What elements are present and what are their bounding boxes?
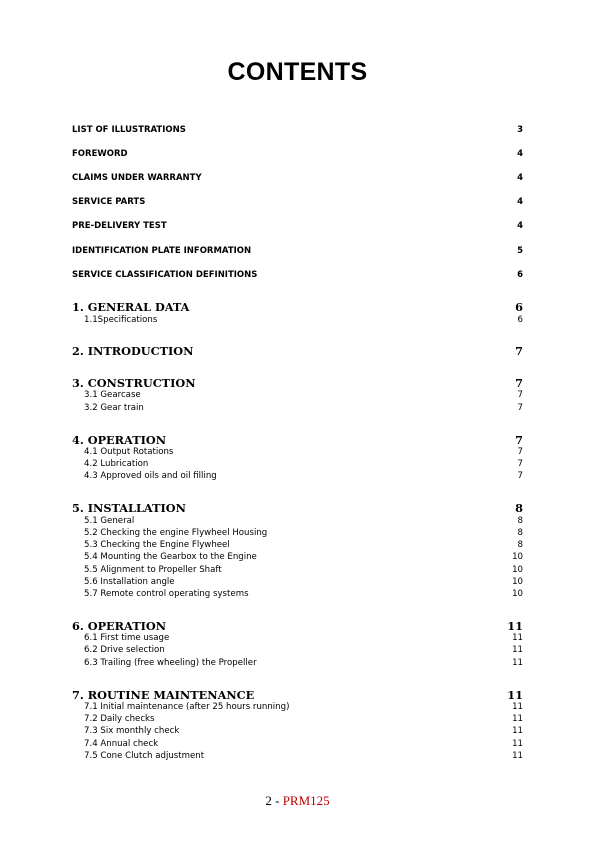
toc-subentry — [84, 552, 523, 562]
subentry-label: 7.1 Initial maintenance (after 25 hours running) — [84, 702, 290, 712]
subentry-page: 7 — [517, 471, 523, 481]
subentry-label: 7.5 Cone Clutch adjustment — [84, 751, 205, 761]
toc-chapter-heading — [72, 501, 523, 515]
subentry-page: 10 — [512, 589, 523, 599]
subentry-page: 8 — [517, 528, 523, 538]
toc-subentry — [84, 565, 523, 575]
subentry-label: 5.4 Mounting the Gearbox to the Engine — [84, 552, 257, 562]
toc-subentry — [84, 540, 523, 550]
subentry-page: 11 — [512, 751, 523, 761]
toc-entry-page: 5 — [517, 246, 523, 256]
subentry-page: 7 — [517, 459, 523, 469]
toc-chapter-heading — [72, 344, 523, 358]
toc-entry-label: SERVICE PARTS — [72, 197, 146, 207]
subentry-page: 11 — [512, 658, 523, 668]
toc-subentry — [84, 714, 523, 724]
toc-front-entry — [72, 270, 523, 280]
toc-entry-label: FOREWORD — [72, 149, 128, 159]
subentry-label: 4.3 Approved oils and oil filling — [84, 471, 217, 481]
subentry-page: 11 — [512, 633, 523, 643]
subentry-page: 11 — [512, 726, 523, 736]
page-footer — [0, 793, 595, 809]
chapter-label: 4. OPERATION — [72, 433, 167, 447]
subentry-label: 7.2 Daily checks — [84, 714, 155, 724]
subentry-label: 3.2 Gear train — [84, 403, 144, 413]
toc-chapter-heading — [72, 433, 523, 447]
subentry-label: 6.2 Drive selection — [84, 645, 165, 655]
subentry-page: 7 — [517, 390, 523, 400]
subentry-page: 8 — [517, 516, 523, 526]
toc-subentry — [84, 751, 523, 761]
toc-chapter-heading — [72, 376, 523, 390]
chapter-label: 6. OPERATION — [72, 619, 167, 633]
toc-subentry — [84, 315, 523, 325]
toc-subentry — [84, 645, 523, 655]
toc-entry-label: IDENTIFICATION PLATE INFORMATION — [72, 246, 252, 256]
chapter-label: 1. GENERAL DATA — [72, 300, 190, 314]
subentry-label: 1.1Specifications — [84, 315, 158, 325]
chapter-page: 11 — [507, 688, 523, 702]
page-title: CONTENTS — [227, 58, 368, 86]
chapter-page: 6 — [515, 300, 523, 314]
chapter-page: 7 — [515, 376, 523, 390]
toc-entry-page: 6 — [517, 270, 523, 280]
toc-entry-page: 4 — [517, 149, 523, 159]
subentry-page: 7 — [517, 403, 523, 413]
chapter-page: 7 — [515, 344, 523, 358]
subentry-label: 5.7 Remote control operating systems — [84, 589, 249, 599]
subentry-page: 7 — [517, 447, 523, 457]
chapter-page: 11 — [507, 619, 523, 633]
subentry-page: 11 — [512, 739, 523, 749]
subentry-label: 5.3 Checking the Engine Flywheel — [84, 540, 230, 550]
toc-entry-page: 4 — [517, 173, 523, 183]
toc-front-entry — [72, 173, 523, 183]
subentry-page: 10 — [512, 577, 523, 587]
toc-front-entry — [72, 125, 523, 135]
toc-entry-label: SERVICE CLASSIFICATION DEFINITIONS — [72, 270, 258, 280]
toc-front-entry — [72, 149, 523, 159]
toc-front-entry — [72, 197, 523, 207]
toc-front-entry — [72, 246, 523, 256]
subentry-page: 6 — [517, 315, 523, 325]
toc-subentry — [84, 739, 523, 749]
footer-page-number: 2 — [265, 793, 272, 808]
toc-subentry — [84, 403, 523, 413]
subentry-label: 3.1 Gearcase — [84, 390, 141, 400]
chapter-page: 8 — [515, 501, 523, 515]
toc-subentry — [84, 589, 523, 599]
toc-subentry — [84, 658, 523, 668]
toc-subentry — [84, 633, 523, 643]
chapter-label: 3. CONSTRUCTION — [72, 376, 196, 390]
toc-entry-page: 4 — [517, 197, 523, 207]
toc-entry-page: 3 — [517, 125, 523, 135]
chapter-label: 5. INSTALLATION — [72, 501, 186, 515]
chapter-label: 7. ROUTINE MAINTENANCE — [72, 688, 255, 702]
toc-chapter-heading — [72, 300, 523, 314]
subentry-label: 5.5 Alignment to Propeller Shaft — [84, 565, 222, 575]
subentry-page: 11 — [512, 645, 523, 655]
toc-subentry — [84, 471, 523, 481]
footer-separator: - — [275, 793, 280, 808]
toc-entry-page: 4 — [517, 221, 523, 231]
chapter-label: 2. INTRODUCTION — [72, 344, 194, 358]
footer-doc-code: PRM125 — [282, 793, 330, 808]
toc-entry-label: PRE-DELIVERY TEST — [72, 221, 167, 231]
subentry-label: 7.3 Six monthly check — [84, 726, 180, 736]
subentry-label: 4.2 Lubrication — [84, 459, 149, 469]
chapter-page: 7 — [515, 433, 523, 447]
toc-front-entry — [72, 221, 523, 231]
subentry-label: 6.3 Trailing (free wheeling) the Propeller — [84, 658, 257, 668]
subentry-page: 11 — [512, 714, 523, 724]
subentry-page: 11 — [512, 702, 523, 712]
subentry-page: 10 — [512, 552, 523, 562]
toc-subentry — [84, 447, 523, 457]
subentry-label: 5.2 Checking the engine Flywheel Housing — [84, 528, 268, 538]
subentry-label: 5.6 Installation angle — [84, 577, 175, 587]
toc-subentry — [84, 702, 523, 712]
subentry-label: 4.1 Output Rotations — [84, 447, 174, 457]
subentry-label: 7.4 Annual check — [84, 739, 159, 749]
toc-entry-label: LIST OF ILLUSTRATIONS — [72, 125, 186, 135]
toc-subentry — [84, 726, 523, 736]
toc-subentry — [84, 528, 523, 538]
subentry-label: 6.1 First time usage — [84, 633, 170, 643]
toc-subentry — [84, 516, 523, 526]
toc-chapter-heading — [72, 688, 523, 702]
subentry-page: 10 — [512, 565, 523, 575]
toc-subentry — [84, 577, 523, 587]
subentry-page: 8 — [517, 540, 523, 550]
subentry-label: 5.1 General — [84, 516, 135, 526]
toc-subentry — [84, 390, 523, 400]
toc-subentry — [84, 459, 523, 469]
toc-chapter-heading — [72, 619, 523, 633]
toc-entry-label: CLAIMS UNDER WARRANTY — [72, 173, 202, 183]
